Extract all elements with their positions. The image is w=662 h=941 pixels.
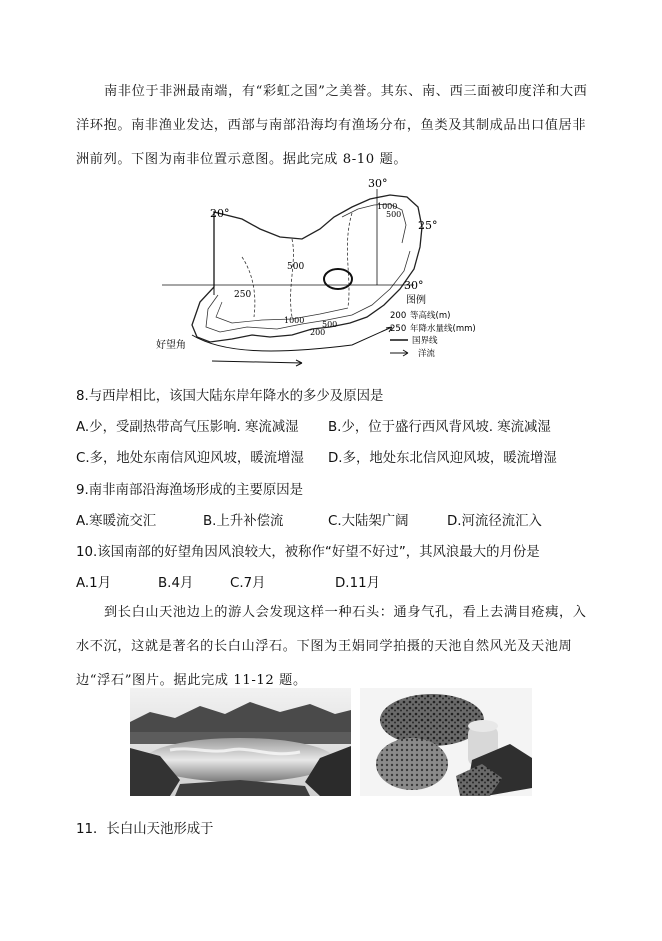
place-label: 好望角 — [156, 340, 186, 351]
svg-text:图例: 图例 — [406, 295, 426, 306]
q10-option-b: B.4月 — [158, 576, 194, 591]
contour-label: 500 — [386, 210, 402, 219]
svg-text:国界线: 国界线 — [412, 336, 438, 346]
q8-option-c: C.多，地处东南信风迎风坡，暖流增湿 — [76, 451, 304, 466]
lat-label-30: 30° — [404, 279, 424, 292]
q11-stem: 11．长白山天池形成于 — [76, 822, 214, 837]
q8-option-a: A.少，受副热带高气压影响. 寒流减湿 — [76, 420, 299, 435]
south-africa-map — [152, 177, 507, 370]
contour-label: 1000 — [284, 316, 305, 325]
q10-option-a: A.1月 — [76, 576, 112, 591]
lat-label-25: 25° — [418, 219, 438, 232]
intro-paragraph-1: 南非位于非洲最南端，有“彩虹之国”之美誉。其东、南、西三面被印度洋和大西洋环抱。南非渔业发达，西部与南部沿海均有渔场分布，鱼类及其制成品出口值居非洲前列。下图为南非位置示意图。据此完成 8-10 题。 — [76, 84, 588, 167]
svg-text:200: 200 — [390, 311, 407, 321]
q8-option-d: D.多，地处东北信风迎风坡，暖流增湿 — [328, 451, 557, 466]
q9-option-c: C.大陆架广阔 — [328, 514, 409, 529]
map-legend — [390, 293, 476, 359]
svg-text:年降水量线(mm): 年降水量线(mm) — [410, 324, 476, 334]
contour-label: 500 — [322, 320, 338, 329]
q9-option-a: A.寒暖流交汇 — [76, 514, 157, 529]
q10-option-d: D.11月 — [335, 576, 380, 591]
svg-text:等高线(m): 等高线(m) — [410, 311, 451, 321]
lon-label-20: 20° — [210, 207, 230, 220]
contour-label: 250 — [234, 290, 252, 300]
q9-stem: 9.南非南部沿海渔场形成的主要原因是 — [76, 483, 304, 498]
lat-label-30-top: 30° — [368, 177, 388, 190]
pumice-stones-photo — [360, 688, 532, 796]
q9-option-d: D.河流径流汇入 — [447, 514, 542, 529]
q10-stem: 10.该国南部的好望角因风浪较大，被称作“好望不好过”，其风浪最大的月份是 — [76, 545, 540, 560]
q10-option-c: C.7月 — [230, 576, 266, 591]
contour-label: 1000 — [377, 202, 398, 211]
contour-label: 200 — [310, 328, 326, 337]
svg-text:250: 250 — [390, 324, 407, 334]
q8-option-b: B.少，位于盛行西风背风坡. 寒流减湿 — [328, 420, 551, 435]
q9-option-b: B.上升补偿流 — [203, 514, 284, 529]
contour-label: 500 — [287, 262, 305, 272]
intro-paragraph-2: 到长白山天池边上的游人会发现这样一种石头：通身气孔，看上去满目疮痍，入水不沉，这就是著名的长白山浮石。下图为王娟同学拍摄的天池自然风光及天池周边“浮石”图片。据此完成 11-12 题。 — [76, 605, 587, 688]
svg-text:洋流: 洋流 — [418, 349, 436, 359]
q8-stem: 8.与西岸相比，该国大陆东岸年降水的多少及原因是 — [76, 389, 384, 404]
tianchi-lake-photo — [130, 688, 351, 796]
